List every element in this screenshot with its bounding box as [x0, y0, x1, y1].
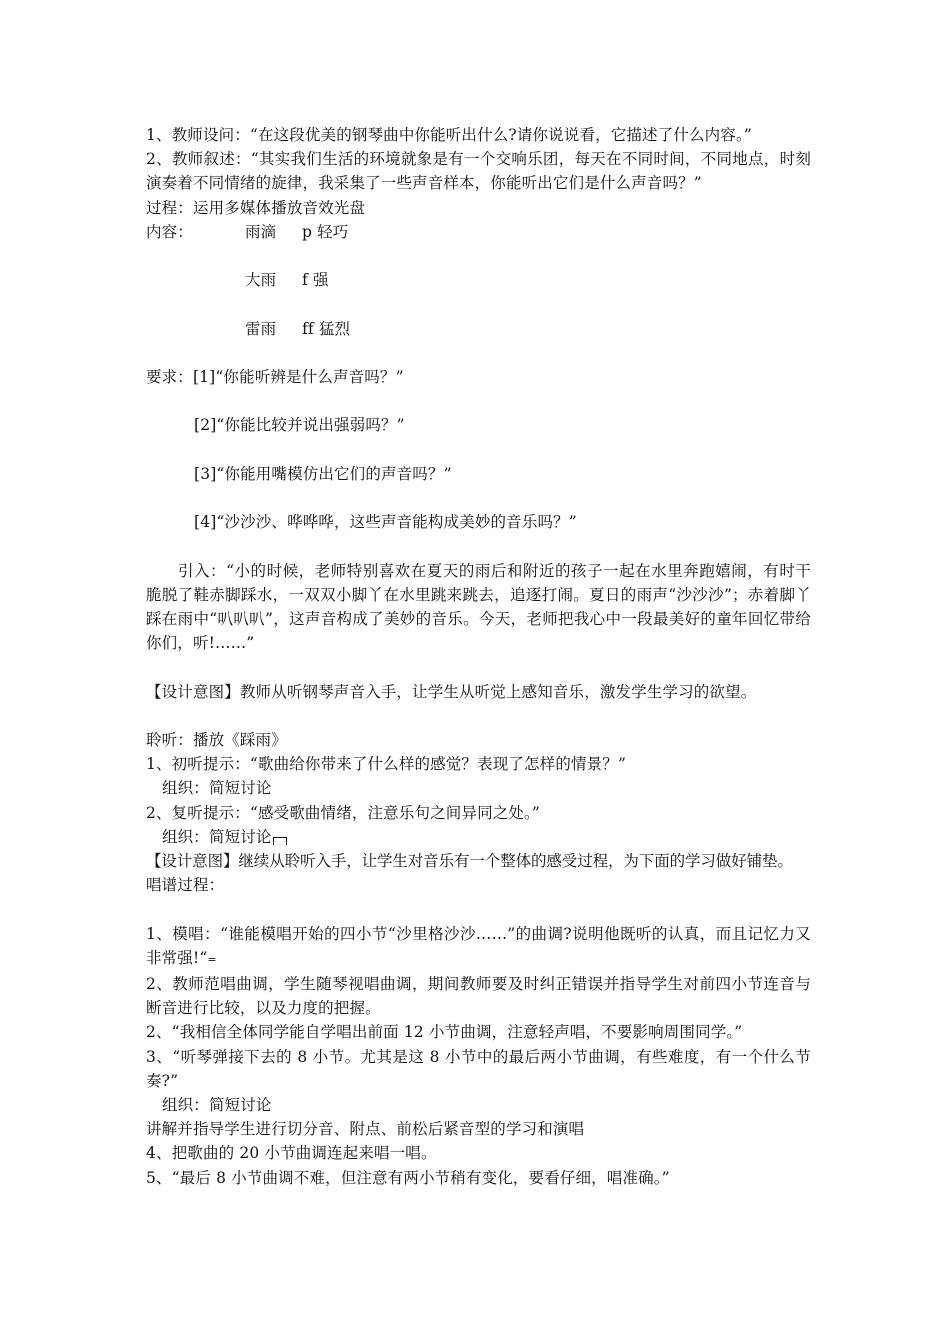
sing-step-7: 5、“最后 8 小节曲调不难，但注意有两小节稍有变化，要看仔细，唱准确。” [146, 1168, 670, 1187]
process-line: 过程：运用多媒体播放音效光盘 [146, 198, 366, 217]
organize-1: 组织：简短讨论 [162, 779, 272, 798]
organize-2-text: 组织：简短讨论 [162, 827, 272, 846]
sing-step-1-text: 1、模唱：“谁能模唱开始的四小节“沙里格沙沙……”的曲调?说明他既听的认真，而且记忆力又非常强!“ [146, 924, 811, 967]
listen-title: 聆听：播放《踩雨》 [146, 730, 287, 749]
sing-step-4: 3、“听琴弹接下去的 8 小节。尤其是这 8 小节中的最后两小节曲调，有些难度，有一个什么节奏?” [146, 1047, 811, 1090]
requirement-2: [2]“你能比较并说出强弱吗？” [194, 416, 405, 435]
sing-step-6: 4、把歌曲的 20 小节曲调连起来唱一唱。 [146, 1144, 437, 1163]
sound-row-2 [146, 268, 811, 292]
edit-mark-icon [273, 837, 287, 845]
sing-step-2: 2、教师范唱曲调，学生随琴视唱曲调，期间教师要及时纠正错误并指导学生对前四小节连音与断音进行比较，以及力度的把握。 [146, 974, 811, 1018]
document-body [146, 123, 811, 1190]
requirement-4: [4]“沙沙沙、哗哗哗，这些声音能构成美妙的音乐吗？” [194, 513, 577, 532]
sound-row-1 [146, 220, 811, 244]
question-line: 1、教师设问：“在这段优美的钢琴曲中你能听出什么?请你说说看，它描述了什么内容。” [146, 126, 752, 144]
sing-title: 唱谱过程： [146, 876, 225, 895]
sing-step-5: 讲解并指导学生进行切分音、附点、前松后紧音型的学习和演唱 [146, 1120, 585, 1139]
narration-line: 2、教师叙述：“其实我们生活的环境就象是有一个交响乐团，每天在不同时间，不同地点，时刻演奏着不同情绪的旋律，我采集了一些声音样本，你能听出它们是什么声音吗？” [146, 150, 811, 193]
listen-step-2: 2、复听提示：“感受歌曲情绪，注意乐句之间异同之处。” [146, 803, 541, 822]
sing-step-1 [146, 922, 811, 972]
organize-3: 组织：简短讨论 [162, 1095, 272, 1114]
sound-dynamic: f 强 [302, 271, 329, 290]
sound-row-3 [146, 317, 811, 341]
intro-paragraph: 引入：“小的时候，老师特别喜欢在夏天的雨后和附近的孩子一起在水里奔跑嬉闹，有时干脆脱了鞋赤脚踩水，一双双小脚丫在水里跳来跳去，追逐打闹。夏日的雨声“沙沙沙”；赤着脚丫踩在雨中“叭叭叭”，这声音构成了美妙的音乐。今天，老师把我心中一段最美好的童年回忆带给你们，听!……” [146, 561, 811, 653]
sound-dynamic: ff 猛烈 [302, 319, 351, 338]
sound-name: 雨滴 [245, 222, 277, 241]
sound-dynamic: p 轻巧 [302, 222, 349, 241]
design-intent-1: 【设计意图】教师从听钢琴声音入手，让学生从听觉上感知音乐，激发学生学习的欲望。 [146, 682, 757, 701]
sound-name: 雷雨 [245, 319, 277, 338]
sing-step-3: 2、“我相信全体同学能自学唱出前面 12 小节曲调，注意轻声唱，不要影响周围同学。” [146, 1023, 743, 1042]
edit-mark: = [207, 952, 217, 966]
sound-name: 大雨 [245, 271, 277, 290]
organize-2 [146, 825, 811, 849]
listen-step-1: 1、初听提示：“歌曲给你带来了什么样的感觉？表现了怎样的情景？” [146, 755, 627, 774]
content-label: 内容： [146, 222, 193, 241]
design-intent-2: 【设计意图】继续从聆听入手，让学生对音乐有一个整体的感受过程，为下面的学习做好铺垫。 [146, 851, 793, 870]
requirement-1: 要求：[1]“你能听辨是什么声音吗？” [146, 367, 404, 386]
requirement-3: [3]“你能用嘴模仿出它们的声音吗？” [194, 464, 452, 483]
